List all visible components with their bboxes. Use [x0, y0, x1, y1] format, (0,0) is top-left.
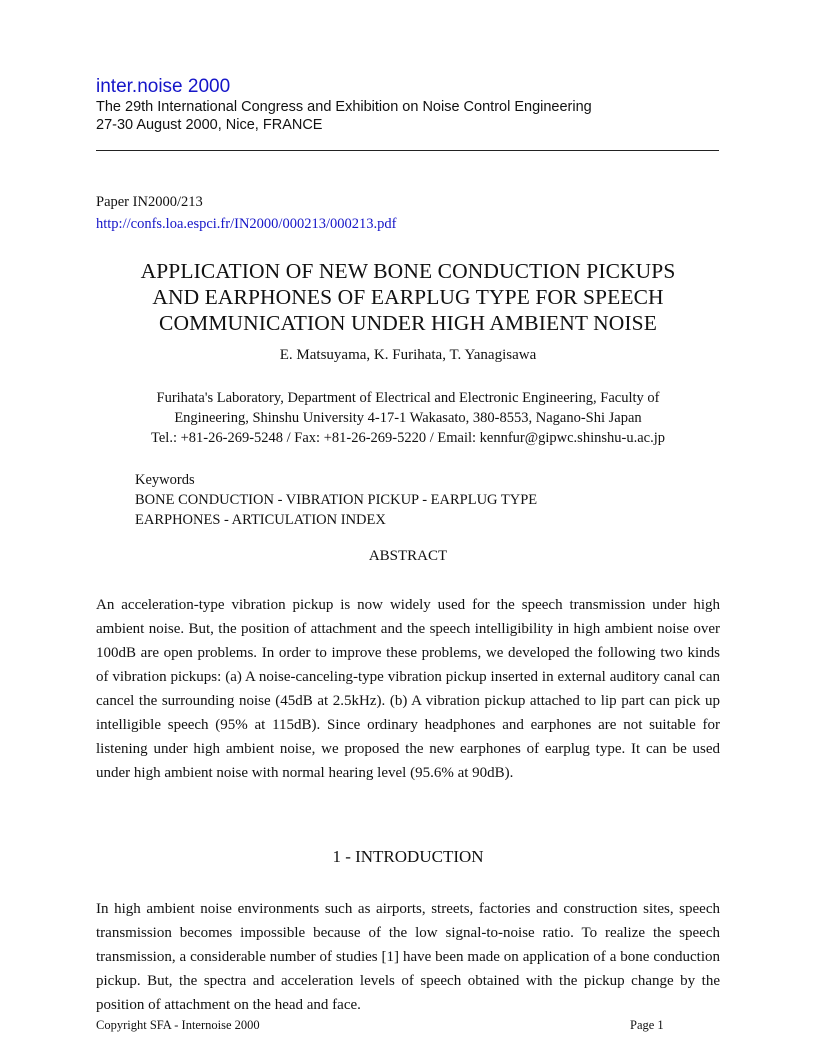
introduction-text: In high ambient noise environments such as airports, streets, factories and construction sites, speech transmission becomes impossible because of the low signal-to-noise ratio. To realize the speech transmission, a considerable number of studies [1] have been made on application of a bone conduction pickup. But, the spectra and acceleration levels of speech obtained with the pickup change by the position of attachment on the head and face.: [96, 901, 720, 1013]
title-line: APPLICATION OF NEW BONE CONDUCTION PICKUPS: [140, 259, 676, 283]
abstract-heading: ABSTRACT: [368, 548, 448, 564]
abstract-text: An acceleration-type vibration pickup is now widely used for the speech transmission under high ambient noise. But, the position of attachment and the speech intelligibility in high ambient noise over 100dB are open problems. In order to improve these problems, we developed the following two kinds of vibration pickups: (a) A noise-canceling-type vibration pickup inserted in external auditory canal can cancel the surrounding noise (45dB at 2.5kHz). (b) A vibration pickup attached to lip part can pick up intelligible speech (95% at 115dB). Since ordinary headphones and earphones are not suitable for listening under high ambient noise, we proposed the new earphones of earplug type. It can be used under high ambient noise with normal hearing level (95.6% at 90dB).: [96, 597, 720, 781]
paper-id: Paper IN2000/213: [96, 194, 203, 210]
paper-authors: E. Matsuyama, K. Furihata, T. Yanagisawa: [279, 347, 537, 363]
keywords-line: BONE CONDUCTION - VIBRATION PICKUP - EARPLUG TYPE: [135, 492, 538, 508]
header-divider: [96, 150, 719, 151]
affiliation-line: Furihata's Laboratory, Department of Electrical and Electronic Engineering, Faculty of: [156, 390, 660, 406]
conference-header: [96, 76, 720, 134]
paper-url-link[interactable]: http://confs.loa.espci.fr/IN2000/000213/000213.pdf: [96, 216, 397, 232]
title-line: AND EARPHONES OF EARPLUG TYPE FOR SPEECH: [152, 285, 664, 309]
affiliation-line: Tel.: +81-26-269-5248 / Fax: +81-26-269-5220 / Email: kennfur@gipwc.shinshu-u.ac.jp: [151, 430, 665, 446]
footer-copyright: Copyright SFA - Internoise 2000: [96, 1018, 260, 1032]
affiliation-line: Engineering, Shinshu University 4-17-1 Wakasato, 380-8553, Nagano-Shi Japan: [174, 410, 642, 426]
introduction-heading: 1 - INTRODUCTION: [332, 847, 484, 866]
author-affiliation: [96, 388, 720, 448]
conference-name: inter.noise 2000: [96, 76, 231, 97]
paper-title: [96, 258, 720, 336]
keywords-label: Keywords: [135, 472, 195, 488]
conference-dates: 27-30 August 2000, Nice, FRANCE: [96, 117, 323, 133]
title-line: COMMUNICATION UNDER HIGH AMBIENT NOISE: [159, 311, 657, 335]
keywords-block: [135, 470, 695, 530]
keywords-line: EARPHONES - ARTICULATION INDEX: [135, 512, 386, 528]
conference-subtitle: The 29th International Congress and Exhibition on Noise Control Engineering: [96, 99, 592, 115]
footer-page-number: Page 1: [630, 1018, 664, 1032]
